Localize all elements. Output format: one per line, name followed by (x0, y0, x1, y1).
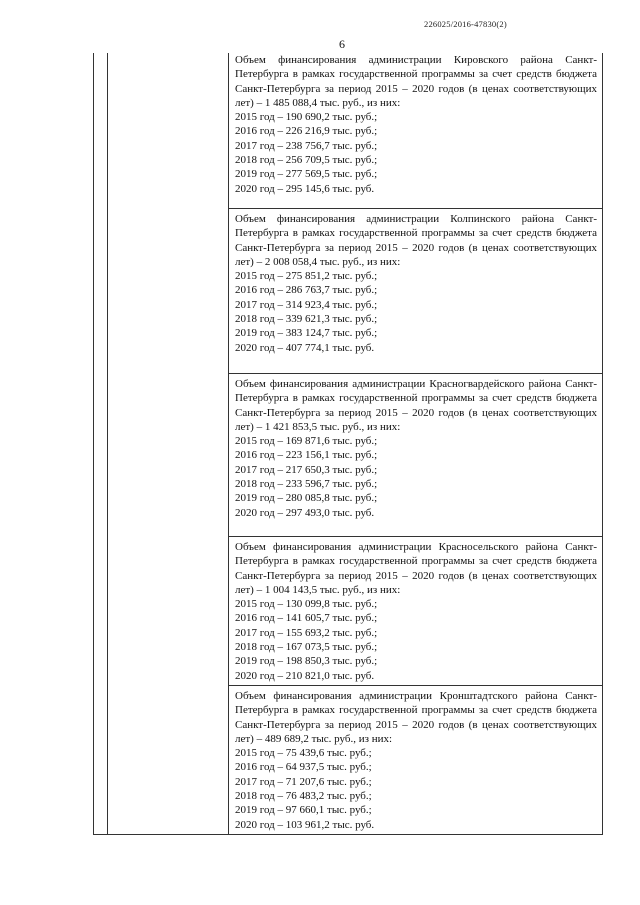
year-amount: 2019 год – 383 124,7 тыс. руб.; (235, 327, 378, 340)
year-amount: 2017 год – 314 923,4 тыс. руб.; (235, 298, 378, 311)
content-column (229, 53, 603, 835)
year-amount: 2020 год – 297 493,0 тыс. руб. (235, 506, 375, 519)
year-amount: 2015 год – 130 099,8 тыс. руб.; (235, 598, 378, 611)
financing-block-kronshtadtsky (235, 689, 597, 832)
year-amount: 2015 год – 169 871,6 тыс. руб.; (235, 435, 378, 448)
year-amount: 2018 год – 339 621,3 тыс. руб.; (235, 313, 378, 326)
year-amount: 2016 год – 286 763,7 тыс. руб.; (235, 284, 378, 297)
document-id: 226025/2016-47830(2) (424, 19, 507, 29)
year-amount: 2016 год – 64 937,5 тыс. руб.; (235, 761, 372, 774)
year-amount: 2018 год – 76 483,2 тыс. руб.; (235, 790, 372, 803)
year-amount: 2017 год – 155 693,2 тыс. руб.; (235, 626, 378, 639)
year-amount: 2020 год – 295 145,6 тыс. руб. (235, 182, 375, 195)
year-amount: 2015 год – 275 851,2 тыс. руб.; (235, 270, 378, 283)
year-amount: 2015 год – 190 690,2 тыс. руб.; (235, 111, 378, 124)
year-amount: 2019 год – 280 085,8 тыс. руб.; (235, 492, 378, 505)
financing-summary: Объем финансирования администрации Красносельского района Санкт-Петербурга в рамках государственной программы за счет средств бюджета Санкт-Петербурга за период 2015 – 2020 годов (в ценах соответствующих лет) – 1 004 143,5 тыс. руб., из них: (235, 541, 597, 596)
financing-summary: Объем финансирования администрации Кировского района Санкт-Петербурга в рамках государственной программы за счет средств бюджета Санкт-Петербурга за период 2015 – 2020 годов (в ценах соответствующих лет) – 1 485 088,4 тыс. руб., из них: (235, 54, 597, 109)
year-amount: 2020 год – 210 821,0 тыс. руб. (235, 669, 375, 682)
year-amount: 2018 год – 233 596,7 тыс. руб.; (235, 478, 378, 491)
year-amount: 2015 год – 75 439,6 тыс. руб.; (235, 747, 372, 760)
year-amount: 2016 год – 141 605,7 тыс. руб.; (235, 612, 378, 625)
year-amount: 2019 год – 277 569,5 тыс. руб.; (235, 168, 378, 181)
block-separator (229, 536, 603, 537)
year-amount: 2020 год – 103 961,2 тыс. руб. (235, 818, 375, 831)
year-amount: 2019 год – 198 850,3 тыс. руб.; (235, 655, 378, 668)
year-amount: 2016 год – 223 156,1 тыс. руб.; (235, 449, 378, 462)
block-separator (229, 373, 603, 374)
financing-summary: Объем финансирования администрации Красногвардейского района Санкт-Петербурга в рамках государственной программы за счет средств бюджета Санкт-Петербурга за период 2015 – 2020 годов (в ценах соответствующих лет) – 1 421 853,5 тыс. руб., из них: (235, 378, 597, 433)
financing-block-kolpinsky (235, 212, 597, 355)
year-amount: 2017 год – 71 207,6 тыс. руб.; (235, 775, 372, 788)
financing-block-krasnogvardeysky (235, 377, 597, 520)
year-amount: 2017 год – 238 756,7 тыс. руб.; (235, 139, 378, 152)
year-amount: 2016 год – 226 216,9 тыс. руб.; (235, 125, 378, 138)
financing-block-krasnoselsky (235, 540, 597, 683)
year-amount: 2019 год – 97 660,1 тыс. руб.; (235, 804, 372, 817)
block-separator (229, 208, 603, 209)
year-amount: 2018 год – 256 709,5 тыс. руб.; (235, 154, 378, 167)
year-amount: 2018 год – 167 073,5 тыс. руб.; (235, 641, 378, 654)
financing-block-kirovsky (235, 53, 597, 196)
column-rule (107, 53, 108, 835)
block-separator (229, 685, 603, 686)
financing-summary: Объем финансирования администрации Кронштадтского района Санкт-Петербурга в рамках государственной программы за счет средств бюджета Санкт-Петербурга за период 2015 – 2020 годов (в ценах соответствующих лет) – 489 689,2 тыс. руб., из них: (235, 690, 597, 745)
year-amount: 2020 год – 407 774,1 тыс. руб. (235, 341, 375, 354)
table-frame (93, 53, 603, 835)
year-amount: 2017 год – 217 650,3 тыс. руб.; (235, 463, 378, 476)
financing-summary: Объем финансирования администрации Колпинского района Санкт-Петербурга в рамках государственной программы за счет средств бюджета Санкт-Петербурга за период 2015 – 2020 годов (в ценах соответствующих лет) – 2 008 058,4 тыс. руб., из них: (235, 213, 597, 268)
column-rule (93, 53, 94, 835)
page-number: 6 (339, 37, 345, 51)
